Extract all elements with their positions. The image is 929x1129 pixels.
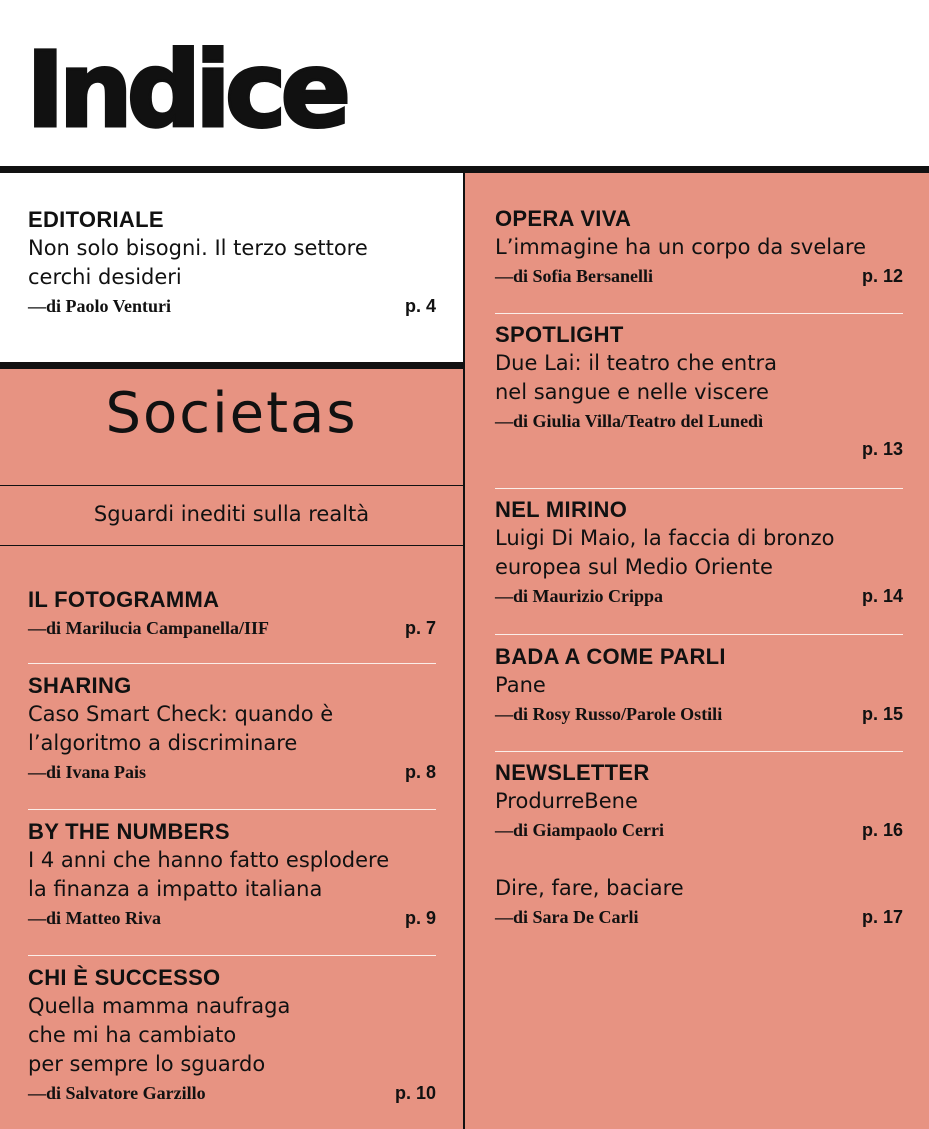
byline-row: [28, 758, 436, 786]
byline-row: [28, 614, 436, 642]
entry-chi-e-successo[interactable]: [28, 964, 436, 1107]
entry-dire-fare-baciare[interactable]: [495, 874, 903, 931]
section-title-societas: Societas: [105, 381, 358, 446]
page-number: p. 12: [861, 266, 903, 286]
page-title: Indice: [26, 29, 346, 151]
byline-row: [495, 262, 903, 290]
byline: —di Marilucia Campanella/IIF: [28, 618, 270, 638]
byline: —di Giulia Villa/Teatro del Lunedì: [495, 411, 764, 431]
separator: [495, 488, 903, 489]
separator: [28, 663, 436, 664]
byline-row: [28, 1079, 436, 1107]
separator: [495, 634, 903, 635]
section-label: NEL MIRINO: [495, 497, 628, 522]
headline: Quella mamma naufraga che mi ha cambiato per sempre lo sguardo: [28, 994, 291, 1076]
entry-il-fotogramma[interactable]: [28, 586, 436, 642]
byline-row: [495, 407, 903, 435]
byline-row: [495, 816, 903, 844]
byline-row: [28, 292, 436, 320]
byline: —di Sara De Carli: [495, 907, 639, 927]
byline-row: [495, 903, 903, 931]
entry-spotlight[interactable]: [495, 321, 903, 465]
separator: [495, 313, 903, 314]
byline: —di Sofia Bersanelli: [495, 266, 654, 286]
entry-by-the-numbers[interactable]: [28, 818, 436, 932]
separator: [28, 809, 436, 810]
byline: —di Paolo Venturi: [28, 296, 172, 316]
headline: I 4 anni che hanno fatto esplodere la finanza a impatto italiana: [28, 848, 390, 901]
byline: —di Giampaolo Cerri: [495, 820, 664, 840]
byline: —di Maurizio Crippa: [495, 586, 664, 606]
page-number: p. 10: [394, 1083, 436, 1103]
page-number: p. 7: [404, 618, 436, 638]
entry-nel-mirino[interactable]: [495, 496, 903, 610]
section-label: OPERA VIVA: [495, 206, 632, 231]
headline: Pane: [495, 673, 546, 697]
societas-tagline: Sguardi inediti sulla realtà: [93, 502, 370, 526]
title-band: [0, 0, 929, 166]
section-label: CHI È SUCCESSO: [28, 965, 221, 990]
section-label: EDITORIALE: [28, 207, 164, 232]
headline: L’immagine ha un corpo da svelare: [495, 235, 867, 259]
entry-editoriale[interactable]: [28, 206, 436, 320]
societas-rule-top: [0, 485, 463, 486]
byline-row: [495, 700, 903, 728]
byline: —di Rosy Russo/Parole Ostili: [495, 704, 723, 724]
column-divider: [463, 173, 465, 1129]
headline: Non solo bisogni. Il terzo settore cerchi desideri: [28, 236, 368, 289]
byline: —di Ivana Pais: [28, 762, 147, 782]
entry-opera-viva[interactable]: [495, 205, 903, 290]
headline: Dire, fare, baciare: [495, 876, 684, 900]
page-number: p. 15: [861, 704, 903, 724]
page-number: p. 17: [861, 907, 903, 927]
section-label: IL FOTOGRAMMA: [28, 587, 220, 612]
byline-row: [28, 904, 436, 932]
byline-row: [495, 582, 903, 610]
top-rule: [0, 166, 929, 173]
separator: [495, 751, 903, 752]
separator: [28, 955, 436, 956]
headline: Due Lai: il teatro che entra nel sangue e nelle viscere: [495, 351, 777, 404]
page-number: p. 16: [861, 820, 903, 840]
section-label: SPOTLIGHT: [495, 322, 624, 347]
page-row: [495, 435, 903, 465]
section-label: BY THE NUMBERS: [28, 819, 230, 844]
headline: Luigi Di Maio, la faccia di bronzo europea sul Medio Oriente: [495, 526, 835, 579]
page-number: p. 14: [861, 586, 903, 606]
byline: —di Matteo Riva: [28, 908, 161, 928]
societas-rule-bottom: [0, 545, 463, 546]
headline: Caso Smart Check: quando è l’algoritmo a discriminare: [28, 702, 334, 755]
page-number: p. 9: [404, 908, 436, 928]
page-number: p. 8: [404, 762, 436, 782]
section-label: SHARING: [28, 673, 132, 698]
headline: ProdurreBene: [495, 789, 638, 813]
byline: —di Salvatore Garzillo: [28, 1083, 206, 1103]
section-label: BADA A COME PARLI: [495, 644, 726, 669]
entry-bada-a-come-parli[interactable]: [495, 643, 903, 728]
section-label: NEWSLETTER: [495, 760, 650, 785]
mid-rule: [0, 362, 463, 369]
page-number: p. 4: [404, 296, 436, 316]
entry-newsletter[interactable]: [495, 759, 903, 844]
page-number: p. 13: [861, 439, 903, 459]
entry-sharing[interactable]: [28, 672, 436, 786]
